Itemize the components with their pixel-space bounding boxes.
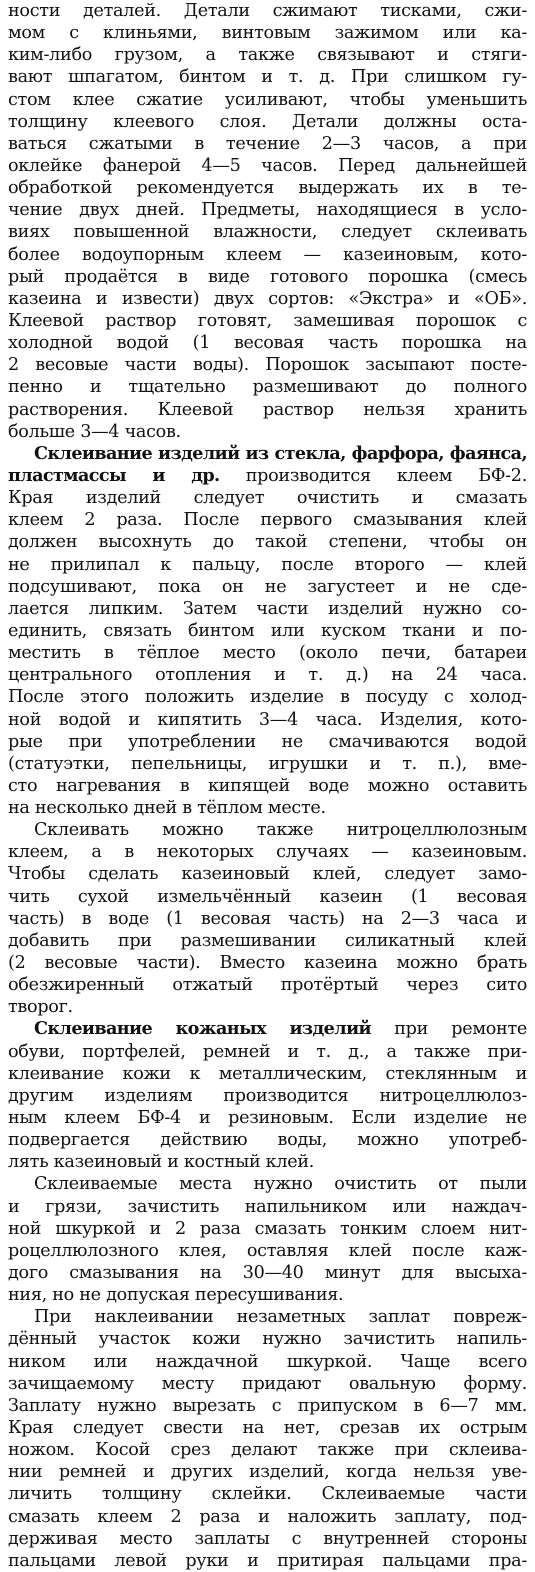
line-text: дого смазывания на 30—40 минут для высыха- — [8, 1263, 527, 1284]
text-line — [8, 177, 527, 199]
line-text: ной водой и кипятить 3—4 часа. Изделия, кото- — [8, 709, 527, 730]
text-line — [8, 155, 527, 177]
text-line — [8, 1461, 527, 1483]
line-text: творог. — [8, 997, 73, 1018]
line-text: пальцами левой руки и притирая пальцами пра- — [8, 1550, 527, 1571]
line-text: лять казеиновый и костный клей. — [8, 1152, 315, 1173]
text-line — [8, 1506, 527, 1528]
text-line — [8, 1173, 527, 1195]
line-text: оклейке фанерой 4—5 часов. Перед дальнейшей — [8, 155, 527, 176]
line-text: нии ремней и других изделий, когда нельзя уве- — [8, 1462, 527, 1483]
text-line — [8, 642, 527, 664]
line-text: подвергается действию воды, можно употреб- — [8, 1130, 527, 1151]
text-line — [8, 1196, 527, 1218]
text-line — [8, 376, 527, 398]
line-text: ным клеем БФ-4 и резиновым. Если изделие не — [8, 1108, 527, 1129]
text-line — [8, 1107, 527, 1129]
line-text: Края следует свести на нет, срезав их острым — [8, 1418, 527, 1438]
text-line — [8, 89, 527, 111]
text-line — [8, 797, 527, 819]
line-text: мом с клиньями, винтовым зажимом или ка- — [8, 23, 527, 44]
text-line — [8, 863, 527, 885]
text-line — [8, 554, 527, 576]
line-text: подсушивают, пока он не загустеет и не сде- — [8, 576, 527, 597]
line-text: и грязи, зачистить напильником или наждач- — [8, 1196, 527, 1217]
line-text: ной шкуркой и 2 раза смазать тонким слоем нит- — [8, 1218, 527, 1239]
text-line — [8, 1373, 527, 1395]
text-line — [8, 288, 527, 310]
line-text: ности деталей. Детали сжимают тисками, сжи- — [8, 1, 527, 21]
text-line — [8, 886, 527, 908]
section-heading: Склеивание изделий из стекла, фарфора, фаянса, — [34, 442, 527, 464]
document-page — [8, 0, 527, 1572]
line-text: вают шпагатом, бинтом и т. д. При слишком гу- — [8, 67, 527, 88]
text-line — [8, 221, 527, 243]
line-text: Клеевой раствор готовят, замешивая порошок с — [8, 310, 527, 331]
text-line — [8, 1439, 527, 1461]
text-line — [8, 1483, 527, 1505]
paragraph — [8, 1018, 527, 1173]
section-heading: Склеивание кожаных изделий — [34, 1018, 371, 1040]
text-line — [8, 354, 527, 376]
text-line — [8, 1417, 527, 1439]
text-line — [8, 974, 527, 996]
text-line — [8, 1240, 527, 1262]
text-line — [8, 709, 527, 731]
text-line — [8, 1528, 527, 1550]
line-text: центрального отопления и т. д.) на 24 часа. — [8, 665, 527, 686]
line-text: виях повышенной влажности, следует склеивать — [8, 222, 527, 243]
line-text: клеивание кожи к металлическим, стеклянным и — [8, 1063, 527, 1084]
paragraph — [8, 1173, 527, 1306]
section-heading: пластмассы и др. — [8, 464, 220, 486]
line-text: зачищаемому месту придают овальную форму. — [8, 1373, 527, 1394]
paragraph — [8, 0, 527, 443]
text-line — [8, 753, 527, 775]
text-line — [8, 996, 527, 1018]
line-text: более водоупорным клеем — казеиновым, кото- — [8, 244, 527, 265]
text-line — [8, 1129, 527, 1151]
text-line — [8, 0, 527, 22]
text-line — [8, 66, 527, 88]
line-text: чение двух дней. Предметы, находящиеся в усло- — [8, 200, 527, 221]
text-line — [8, 841, 527, 863]
text-line — [8, 44, 527, 66]
text-line — [8, 686, 527, 708]
line-text: обезжиренный отжатый протёртый через сито — [8, 975, 527, 996]
line-text: добавить при размешивании силикатный клей — [8, 930, 527, 951]
line-text: ваться сжатыми в течение 2—3 часов, а при — [8, 133, 527, 154]
text-line — [8, 443, 527, 465]
text-line — [8, 1351, 527, 1373]
text-line — [8, 576, 527, 598]
line-text: лается липким. Затем части изделий нужно со- — [8, 598, 527, 619]
line-text: казеина и извести) двух сортов: «Экстра» и «ОБ». — [8, 288, 527, 309]
line-text: должен высохнуть до такой степени, чтобы он — [8, 532, 527, 553]
line-text: роцеллюлозного клея, оставляя клей после каж- — [8, 1240, 527, 1261]
line-text: чить сухой измельчённый казеин (1 весовая — [8, 886, 527, 907]
text-line — [8, 1041, 527, 1063]
line-text: После этого положить изделие в посуду с холод- — [8, 687, 527, 708]
line-text: Чтобы сделать казеиновый клей, следует замо- — [8, 864, 527, 885]
line-text: (2 весовые части). Вместо казеина можно брать — [8, 953, 527, 974]
line-text: больше 3—4 часов. — [8, 421, 181, 442]
line-text: обработкой рекомендуется выдержать их в те- — [8, 178, 527, 199]
text-line — [8, 244, 527, 266]
text-line — [8, 509, 527, 531]
line-text: производится клеем БФ-2. — [219, 465, 527, 486]
text-line — [8, 1218, 527, 1240]
line-text: единить, связать бинтом или куском ткани и по- — [8, 620, 527, 641]
line-text: 2 весовые части воды). Порошок засыпают посте- — [8, 355, 527, 376]
line-text: ножом. Косой срез делают также при склеива- — [8, 1440, 527, 1461]
line-text: держивая место заплаты с внутренней стороны — [8, 1528, 527, 1549]
line-text: холодной водой (1 весовая часть порошка на — [8, 333, 527, 354]
text-line — [8, 1328, 527, 1350]
text-line — [8, 421, 527, 443]
text-line — [8, 399, 527, 421]
text-line — [8, 731, 527, 753]
line-text: стом клее сжатие усиливают, чтобы уменьшить — [8, 89, 527, 110]
text-line — [8, 819, 527, 841]
line-text: сто нагревания в кипящей воде можно оставить — [8, 775, 527, 796]
text-line — [8, 620, 527, 642]
text-line — [8, 1284, 527, 1306]
text-line — [8, 1151, 527, 1173]
paragraph — [8, 1306, 527, 1572]
text-line — [8, 111, 527, 133]
line-text: растворения. Клеевой раствор нельзя хранить — [8, 399, 527, 420]
text-line — [8, 930, 527, 952]
paragraph — [8, 443, 527, 819]
text-line — [8, 1085, 527, 1107]
line-text: Склеиваемые места нужно очистить от пыли — [34, 1174, 527, 1195]
line-text: Заплату нужно вырезать с припуском в 6—7 мм. — [8, 1395, 527, 1416]
text-line — [8, 1306, 527, 1328]
line-text: личить толщину склейки. Склеиваемые части — [8, 1484, 527, 1505]
text-line — [8, 22, 527, 44]
text-line — [8, 1262, 527, 1284]
line-text: пенно и тщательно размешивают до полного — [8, 377, 527, 398]
text-line — [8, 266, 527, 288]
text-line — [8, 952, 527, 974]
text-line — [8, 598, 527, 620]
text-line — [8, 487, 527, 509]
line-text: обуви, портфелей, ремней и т. д., а также при- — [8, 1041, 527, 1062]
line-text: толщину клеевого слоя. Детали должны оста- — [8, 111, 527, 132]
text-line — [8, 908, 527, 930]
line-text: ником или наждачной шкуркой. Чаще всего — [8, 1351, 527, 1372]
text-line — [8, 1550, 527, 1572]
line-text: Склеивать можно также нитроцеллюлозным — [34, 820, 527, 841]
line-text: (статуэтки, пепельницы, игрушки и т. п.), вме- — [8, 753, 527, 774]
text-line — [8, 465, 527, 487]
line-text: на несколько дней в тёплом месте. — [8, 798, 326, 819]
line-text: Края изделий следует очистить и смазать — [8, 488, 527, 509]
line-text: при ремонте — [370, 1019, 527, 1040]
text-line — [8, 1063, 527, 1085]
line-text: ния, но не допуская пересушивания. — [8, 1285, 344, 1306]
text-line — [8, 133, 527, 155]
text-line — [8, 199, 527, 221]
line-text: ким-либо грузом, а также связывают и стяги- — [8, 45, 527, 66]
line-text: дённый участок кожи нужно зачистить напиль- — [8, 1329, 527, 1350]
text-line — [8, 664, 527, 686]
text-line — [8, 531, 527, 553]
text-line — [8, 1018, 527, 1040]
line-text: рые при употреблении не смачиваются водой — [8, 731, 527, 752]
text-line — [8, 775, 527, 797]
line-text: часть) в воде (1 весовая часть) на 2—3 часа и — [8, 908, 527, 929]
line-text: При наклеивании незаметных заплат повреж- — [34, 1307, 527, 1328]
line-text: смазать клеем 2 раза и наложить заплату, под- — [8, 1506, 527, 1527]
text-line — [8, 310, 527, 332]
paragraph — [8, 819, 527, 1018]
line-text: не прилипал к пальцу, после второго — клей — [8, 554, 527, 575]
line-text: клеем, а в некоторых случаях — казеиновым. — [8, 842, 527, 863]
line-text: рый продаётся в виде готового порошка (смесь — [8, 266, 527, 287]
text-line — [8, 332, 527, 354]
line-text: местить в тёплое место (около печи, батареи — [8, 643, 527, 664]
line-text: другим изделиям производится нитроцеллюлоз- — [8, 1085, 527, 1106]
text-line — [8, 1395, 527, 1417]
line-text: клеем 2 раза. После первого смазывания клей — [8, 510, 527, 531]
